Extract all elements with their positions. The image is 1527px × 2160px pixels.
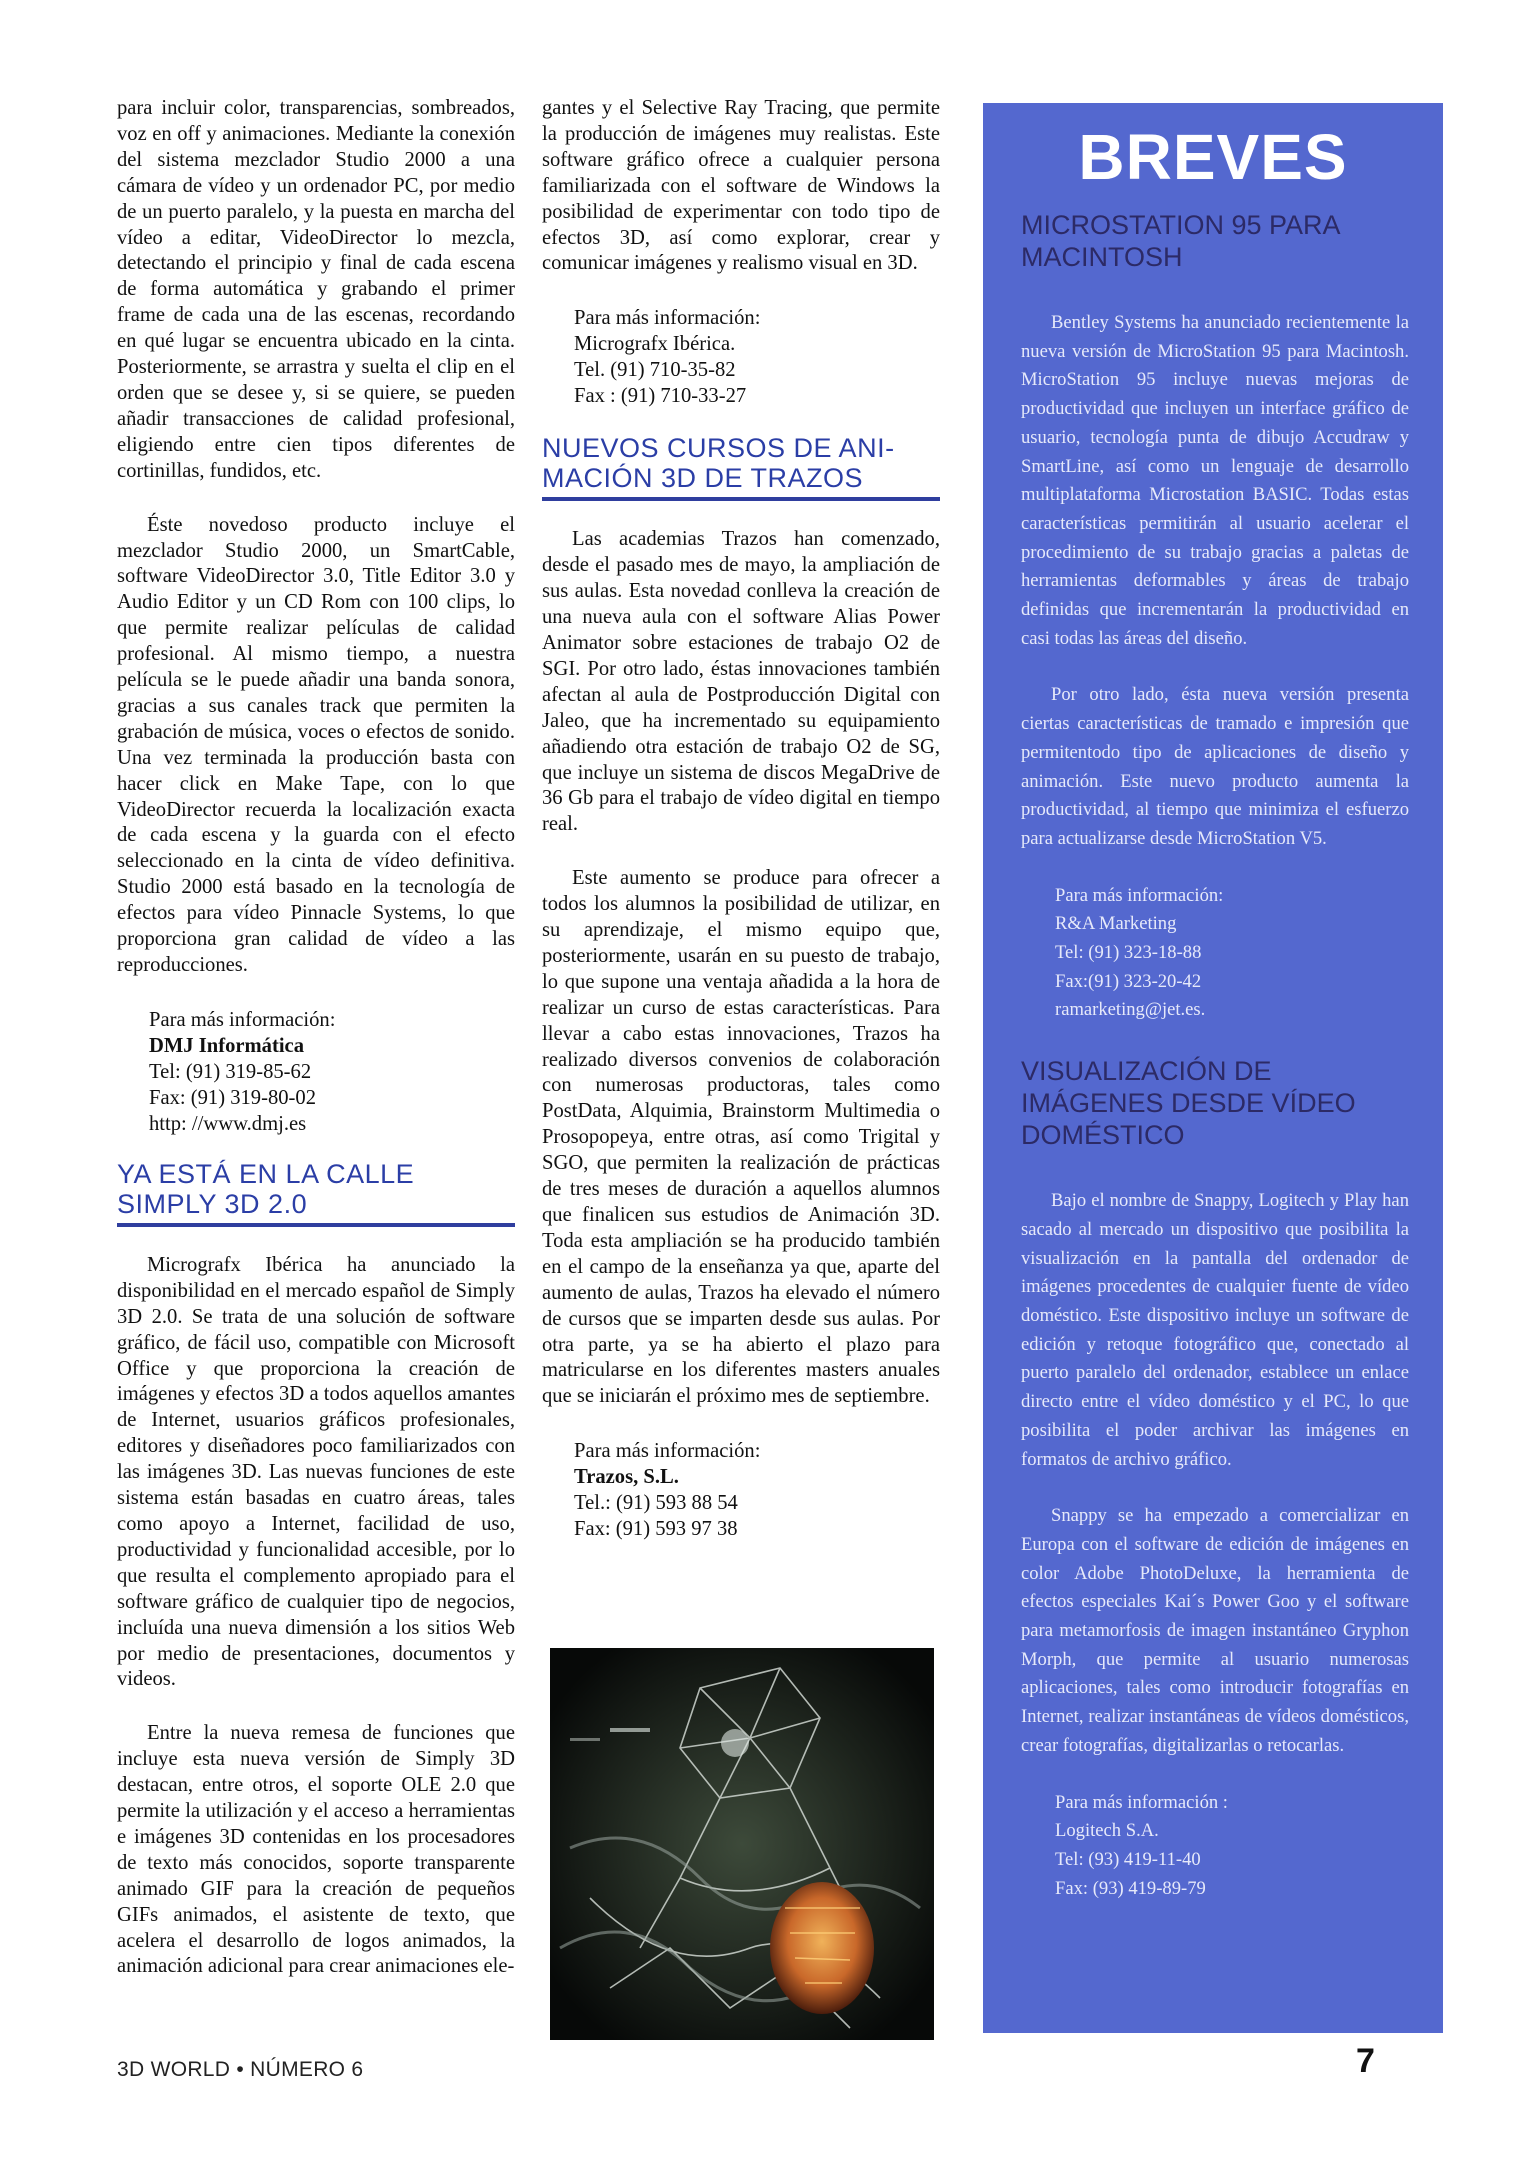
contact-info-trazos — [574, 1438, 940, 1542]
heading-line: MACIÓN 3D DE TRAZOS — [542, 463, 864, 494]
contact-fax: Fax: (93) 419-89-79 — [1055, 1877, 1206, 1899]
sidebar-paragraph: Bajo el nombre de Snappy, Logitech y Play han sacado al mercado un dispositivo que posibilita la visualización en la pantalla del ordenador de imágenes procedentes de cualquier fuente de vídeo doméstico. Este dispositivo incluye un software de edición y retoque fotográfico que, conectado al puerto paralelo del ordenador, establece un enlace directo entre el vídeo doméstico y el PC, lo que posibilita el poder archivar las imágenes en formatos de archivo gráfico. — [1021, 1190, 1409, 1470]
footer-publication: 3D WORLD • NÚMERO 6 — [117, 2058, 364, 2081]
body-paragraph: Entre la nueva remesa de funciones que incluye esta nueva versión de Simply 3D destacan, entre otros, el soporte OLE 2.0 que permite la utilización y el acceso a herramientas e imágenes 3D contenidas en los procesadores de texto más conocidos, soporte transparente animado GIF para la creación de pequeños GIFs animados, el asistente de texto, que acelera el desarrollo de logos animados, la animación adicional para crear animaciones ele- — [117, 1722, 515, 1978]
contact-lead: Para más información: — [1055, 884, 1224, 906]
heading-line: SIMPLY 3D 2.0 — [117, 1188, 308, 1219]
sidebar-paragraph: Bentley Systems ha anunciado recientemente la nueva versión de MicroStation 95 para Macintosh. MicroStation 95 incluye nuevas mejoras de productividad que incluyen un interface gráfico de usuario, tecnología punta de dibujo Accudraw y SmartLine, así como un lenguaje de desarrollo multiplataforma Microstation BASIC. Todas estas características permitirán al usuario acelerar el procedimiento de su trabajo gracias a paletas de herramientas deformables y áreas de trabajo definidas que incrementarán la productividad en casi todas las áreas del diseño. — [1021, 312, 1409, 649]
contact-company: DMJ Informática — [149, 1034, 304, 1057]
contact-lead: Para más información: — [149, 1008, 336, 1031]
breves-sidebar — [983, 103, 1443, 2033]
contact-lead: Para más información : — [1055, 1791, 1228, 1813]
page-number: 7 — [1356, 2042, 1375, 2080]
heading-line: DOMÉSTICO — [1021, 1120, 1185, 1151]
sidebar-heading-snappy — [1021, 1055, 1443, 1151]
body-paragraph: Las academias Trazos han comenzado, desde el pasado mes de mayo, la ampliación de sus aulas. Esta novedad conlleva la creación de una nueva aula con el software Alias Power Animator sobre estaciones de trabajo O2 de SGI. Por otro lado, éstas innovaciones también afectan al aula de Postproducción Digital con Jaleo, que ha incrementado su equipamiento añadiendo otra estación de trabajo O2 de SG, que incluye un sistema de discos MegaDrive de 36 Gb para el trabajo de vídeo digital en tiempo real. — [542, 528, 940, 836]
contact-info-micrografx — [574, 305, 940, 409]
contact-tel: Tel: (91) 319-85-62 — [149, 1060, 312, 1083]
contact-lead: Para más información: — [574, 1440, 761, 1463]
contact-company: Micrografx Ibérica. — [574, 333, 736, 356]
contact-company: Logitech S.A. — [1055, 1820, 1159, 1842]
sidebar-title: BREVES — [1078, 121, 1348, 193]
sidebar-paragraph: Snappy se ha empezado a comercializar en Europa con el software de edición de imágenes en color Adobe PhotoDeluxe, la herramienta de efectos especiales Kai´s Power Goo y el software para metamorfosis de imagen instantáneo Gryphon Morph, que permite al usuario numerosas aplicaciones, tales como introducir fotografías en Internet, realizar instantáneas de vídeos domésticos, crear fotografías, digitalizarlas o retocarlas. — [1021, 1505, 1409, 1756]
contact-tel: Tel. (91) 710-35-82 — [574, 359, 736, 382]
contact-email: ramarketing@jet.es. — [1055, 999, 1206, 1021]
contact-tel: Tel.: (91) 593 88 54 — [574, 1492, 738, 1515]
contact-lead: Para más información: — [574, 307, 761, 330]
contact-fax: Fax: (91) 319-80-02 — [149, 1086, 317, 1109]
body-paragraph: Micrografx Ibérica ha anunciado la disponibilidad en el mercado español de Simply 3D 2.0. Se trata de una solución de software gráfico, de fácil uso, compatible con Microsoft Office y que proporciona la creación de imágenes y efectos 3D a todos aquellos amantes de Internet, usuarios gráficos profesionales, editores y diseñadores poco familiarizados con las imágenes 3D. Las nuevas funciones de este sistema están basadas en cuatro áreas, tales como apoyo a Internet, facilidad de uso, productividad y funcionalidad accesible, por lo que resulta el complemento apropiado para el software gráfico de cualquier tipo de negocios, incluída una nueva dimensión a los sitios Web por medio de presentaciones, documentos y videos. — [117, 1253, 515, 1691]
contact-web: http: //www.dmj.es — [149, 1112, 307, 1135]
contact-company: R&A Marketing — [1055, 913, 1177, 935]
contact-fax: Fax : (91) 710-33-27 — [574, 385, 747, 408]
contact-company: Trazos, S.L. — [574, 1466, 679, 1489]
contact-tel: Tel: (93) 419-11-40 — [1055, 1848, 1201, 1870]
animation-photo — [550, 1648, 934, 2040]
contact-fax: Fax: (91) 593 97 38 — [574, 1518, 738, 1541]
body-paragraph: Éste novedoso producto incluye el mezclador Studio 2000, un SmartCable, software VideoDirector 3.0, Title Editor 3.0 y Audio Editor y un CD Rom con 100 clips, lo que permite realizar películas de calidad profesional. Al mismo tiempo, a nuestra película se le puede añadir una banda sonora, gracias a sus canales track que permiten la grabación de música, voces o efectos de sonido. Una vez terminada la producción basta con hacer click en Make Tape, con lo que VideoDirector recuerda la localización exacta de cada escena y la guarda con el efecto seleccionado en la cinta de vídeo definitiva. Studio 2000 está basado en la tecnología de efectos para vídeo Pinnacle Systems, lo que proporciona gran calidad de vídeo a las reproducciones. — [117, 513, 515, 976]
heading-line: MICROSTATION 95 PARA — [1021, 210, 1341, 240]
contact-info-dmj — [149, 1007, 515, 1137]
article-column-2 — [542, 96, 940, 1542]
contact-tel: Tel: (91) 323-18-88 — [1055, 942, 1202, 964]
contact-info-logitech — [1055, 1789, 1443, 1904]
body-paragraph: gantes y el Selective Ray Tracing, que permite la producción de imágenes muy realistas. Este software gráfico ofrece a cualquier persona familiarizada con el software de Windows la posibilidad de experimentar con todo tipo de efectos 3D, así como explorar, crear y comunicar imágenes y realismo visual en 3D. — [542, 97, 940, 275]
section-heading-trazos — [542, 433, 940, 493]
section-heading-simply3d — [117, 1159, 515, 1219]
sidebar-heading-microstation — [1021, 209, 1443, 273]
animation-photo-illustration — [550, 1648, 934, 2040]
heading-line: IMÁGENES DESDE VÍDEO — [1021, 1088, 1356, 1119]
contact-info-ra-marketing — [1055, 882, 1443, 1026]
body-paragraph: para incluir color, transparencias, sombreados, voz en off y animaciones. Mediante la conexión del sistema mezclador Studio 2000 a una cámara de vídeo y un ordenador PC, por medio de un puerto paralelo, y la puesta en marcha del vídeo a editar, VideoDirector lo mezcla, detectando el principio y final de cada escena de forma automática y grabando el primer frame de cada una de las escenas, recordando en qué lugar se encuentra ubicado en la cinta. Posteriormente, se arrastra y suelta el clip en el orden que se desee y, si se quiere, se pueden añadir transacciones de calidad profesional, eligiendo entre cien tipos diferentes de cortinillas, fundidos, etc. — [117, 97, 515, 482]
article-column-1 — [117, 96, 515, 1980]
heading-line: MACINTOSH — [1021, 242, 1183, 272]
sidebar-paragraph: Por otro lado, ésta nueva versión presenta ciertas características de tramado e impresión que permitentodo tipo de aplicaciones de diseño y animación. Este nuevo producto aumenta la productividad, al tiempo que minimiza el esfuerzo para actualizarse desde MicroStation V5. — [1021, 684, 1409, 849]
body-paragraph: Este aumento se produce para ofrecer a todos los alumnos la posibilidad de utilizar, en su aprendizaje, el mismo equipo que, posteriormente, usarán en su puesto de trabajo, lo que supone una ventaja añadida a la hora de realizar un curso de estas características. Para llevar a cabo estas innovaciones, Trazos ha realizado diversos convenios de colaboración con numerosas productoras, tales como PostData, Alquimia, Brainstorm Multimedia o Prosopopeya, entre otras, así como Trigital y SGO, que permiten la realización de prácticas de tres meses de duración a aquellos alumnos que finalicen sus estudios de Animación 3D. Toda esta ampliación se ha producido también en el campo de la enseñanza ya que, aparte del aumento de aulas, Trazos ha elevado el número de cursos que se imparten desde sus aulas. Por otra parte, ya se ha abierto el plazo para matricularse en los diferentes masters anuales que se iniciarán el próximo mes de septiembre. — [542, 867, 940, 1408]
heading-line: VISUALIZACIÓN DE — [1021, 1056, 1272, 1087]
heading-line: YA ESTÁ EN LA CALLE — [117, 1158, 415, 1189]
contact-fax: Fax:(91) 323-20-42 — [1055, 970, 1202, 992]
heading-line: NUEVOS CURSOS DE ANI- — [542, 433, 895, 464]
